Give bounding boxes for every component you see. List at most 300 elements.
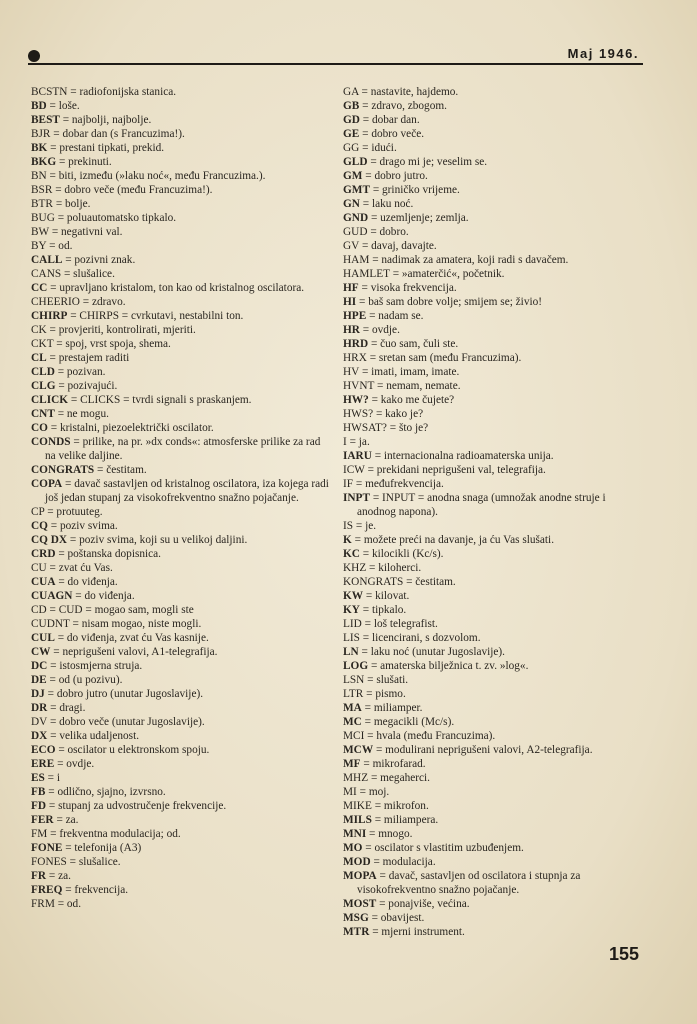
entry-definition: = biti, između (»laku noć«, među Francuzima.). [49, 170, 266, 182]
entry-definition: = miliamper. [364, 702, 423, 714]
entry-abbreviation: BSR [31, 184, 53, 196]
glossary-entry [31, 645, 333, 659]
glossary-entry [343, 645, 645, 659]
glossary-entry [31, 729, 333, 743]
entry-abbreviation: CONDS [31, 436, 71, 448]
glossary-entry [31, 743, 333, 757]
entry-definition: = INPUT = anodna snaga (umnožak anodne struje i anodnog napona). [357, 492, 606, 518]
entry-definition: = oscilator u elektronskom spoju. [58, 744, 210, 756]
entry-definition: = amaterska bilježnica t. zv. »log«. [370, 660, 529, 672]
entry-definition: = ja. [349, 436, 370, 448]
entry-definition: = modulacija. [373, 856, 436, 868]
glossary-entry [343, 757, 645, 771]
glossary-entry [31, 295, 333, 309]
entry-abbreviation: DJ [31, 688, 45, 700]
glossary-entry [31, 841, 333, 855]
entry-definition: = dobro veče (među Francuzima!). [55, 184, 213, 196]
glossary-entry [343, 715, 645, 729]
entry-definition: = frekvencija. [65, 884, 129, 896]
entry-definition: = megaherci. [370, 772, 430, 784]
glossary-entry [343, 589, 645, 603]
glossary-entry [31, 85, 333, 99]
entry-definition: = radiofonijska stanica. [70, 86, 177, 98]
entry-definition: = za. [48, 870, 71, 882]
entry-definition: = loš telegrafist. [364, 618, 438, 630]
entry-abbreviation: IS [343, 520, 354, 532]
entry-abbreviation: CP [31, 506, 45, 518]
glossary-entry [343, 99, 645, 113]
entry-definition: = zdravo. [82, 296, 126, 308]
glossary-entry [31, 323, 333, 337]
entry-abbreviation: BW [31, 226, 49, 238]
glossary-entry [343, 561, 645, 575]
entry-abbreviation: HI [343, 296, 357, 308]
entry-abbreviation: MCW [343, 744, 374, 756]
entry-abbreviation: CC [31, 282, 48, 294]
entry-definition: = poziv svima, koji su u velikoj daljini. [69, 534, 248, 546]
entry-abbreviation: MA [343, 702, 362, 714]
entry-definition: = zvat ću Vas. [49, 562, 113, 574]
entry-abbreviation: BJR [31, 128, 51, 140]
entry-abbreviation: MO [343, 842, 363, 854]
entry-abbreviation: COPA [31, 478, 63, 490]
entry-abbreviation: LTR [343, 688, 364, 700]
entry-abbreviation: LN [343, 646, 359, 658]
entry-abbreviation: CUL [31, 632, 55, 644]
glossary-entry [343, 169, 645, 183]
entry-definition: = obavijest. [371, 912, 425, 924]
glossary-entry [343, 827, 645, 841]
glossary-entry [343, 449, 645, 463]
entry-definition: = mnogo. [369, 828, 413, 840]
entry-definition: = kristalni, piezoelektrički oscilator. [50, 422, 214, 434]
entry-abbreviation: MTR [343, 926, 370, 938]
entry-abbreviation: HR [343, 324, 360, 336]
glossary-entry [343, 197, 645, 211]
entry-abbreviation: CQ DX [31, 534, 68, 546]
entry-abbreviation: GUD [343, 226, 368, 238]
glossary-entry [343, 421, 645, 435]
entry-definition: = od (u pozivu). [49, 674, 123, 686]
entry-definition: = zdravo, zbogom. [362, 100, 447, 112]
entry-abbreviation: FM [31, 828, 48, 840]
entry-abbreviation: MC [343, 716, 362, 728]
glossary-entry [343, 897, 645, 911]
entry-definition: = modulirani neprigušeni valovi, A2-telegrafija. [375, 744, 593, 756]
glossary-entry [343, 603, 645, 617]
entry-definition: = davaj, davajte. [361, 240, 437, 252]
entry-definition: = internacionalna radioamaterska unija. [374, 450, 554, 462]
entry-abbreviation: ICW [343, 464, 365, 476]
entry-abbreviation: MOST [343, 898, 377, 910]
entry-abbreviation: KHZ [343, 562, 367, 574]
glossary-entry [343, 911, 645, 925]
entry-definition: = drago mi je; veselim se. [370, 156, 488, 168]
entry-abbreviation: MIKE [343, 800, 372, 812]
entry-abbreviation: FONES [31, 856, 67, 868]
glossary-entry [31, 463, 333, 477]
entry-definition: = pozivni znak. [65, 254, 136, 266]
entry-abbreviation: LSN [343, 674, 365, 686]
entry-abbreviation: GD [343, 114, 360, 126]
entry-definition: = dobro jutro. [365, 170, 428, 182]
entry-definition: = za. [56, 814, 79, 826]
entry-abbreviation: LOG [343, 660, 369, 672]
glossary-entry [343, 295, 645, 309]
glossary-entry [31, 211, 333, 225]
entry-abbreviation: CUA [31, 576, 56, 588]
entry-definition: = moj. [359, 786, 390, 798]
entry-abbreviation: CNT [31, 408, 55, 420]
header-rule [28, 63, 643, 65]
entry-definition: = slušalice. [69, 856, 121, 868]
glossary-entry [31, 757, 333, 771]
glossary-entry [31, 575, 333, 589]
entry-abbreviation: ERE [31, 758, 55, 770]
glossary-entry [31, 393, 333, 407]
glossary-entry [343, 575, 645, 589]
entry-definition: = dobar dan (s Francuzima!). [53, 128, 185, 140]
glossary-entry [31, 687, 333, 701]
entry-abbreviation: CLG [31, 380, 56, 392]
entry-abbreviation: DX [31, 730, 48, 742]
entry-abbreviation: CU [31, 562, 47, 574]
entry-definition: = nisam mogao, niste mogli. [72, 618, 202, 630]
glossary-entry [343, 659, 645, 673]
glossary-entry [343, 785, 645, 799]
entry-abbreviation: HWS? [343, 408, 374, 420]
entry-definition: = laku noć. [362, 198, 414, 210]
glossary-entry [31, 673, 333, 687]
glossary-entry [31, 771, 333, 785]
entry-definition: = slušati. [367, 674, 409, 686]
entry-abbreviation: FER [31, 814, 54, 826]
glossary-entry [343, 267, 645, 281]
entry-abbreviation: FD [31, 800, 47, 812]
glossary-entry [343, 617, 645, 631]
glossary-entry [31, 435, 333, 463]
glossary-entry [31, 197, 333, 211]
entry-abbreviation: CRD [31, 548, 56, 560]
glossary-entry [31, 281, 333, 295]
glossary-entry [31, 785, 333, 799]
entry-definition: = što je? [389, 422, 429, 434]
entry-abbreviation: HW? [343, 394, 369, 406]
entry-definition: = do viđenja, zvat ću Vas kasnije. [57, 632, 209, 644]
entry-definition: = kako je? [375, 408, 424, 420]
glossary-entry [31, 505, 333, 519]
glossary-entry [343, 673, 645, 687]
glossary-entry [31, 421, 333, 435]
glossary-entry [343, 127, 645, 141]
entry-abbreviation: MNI [343, 828, 367, 840]
glossary-entry [31, 267, 333, 281]
entry-definition: = ovdje. [57, 758, 95, 770]
entry-definition: = dragi. [50, 702, 86, 714]
entry-definition: = provjeriti, kontrolirati, mjeriti. [49, 324, 196, 336]
entry-definition: = davač, sastavljen od oscilatora i stupnja za visokofrekventno snažno pojačanje. [357, 870, 581, 896]
glossary-entry [343, 491, 645, 519]
entry-abbreviation: CW [31, 646, 51, 658]
glossary-entry [343, 869, 645, 897]
glossary-entry [343, 225, 645, 239]
entry-abbreviation: HAM [343, 254, 370, 266]
entry-abbreviation: BCSTN [31, 86, 68, 98]
entry-definition: = kiloherci. [369, 562, 422, 574]
entry-definition: = prekidani neprigušeni val, telegrafija. [367, 464, 546, 476]
page-number: 155 [608, 944, 639, 964]
entry-abbreviation: BY [31, 240, 47, 252]
entry-abbreviation: CK [31, 324, 47, 336]
entry-abbreviation: IARU [343, 450, 372, 462]
entry-definition: = poziv svima. [50, 520, 118, 532]
entry-abbreviation: CQ [31, 520, 48, 532]
entry-definition: = griničko vrijeme. [372, 184, 460, 196]
entry-abbreviation: K [343, 534, 352, 546]
entry-abbreviation: ECO [31, 744, 56, 756]
entry-definition: = pismo. [366, 688, 406, 700]
entry-abbreviation: GE [343, 128, 360, 140]
glossary-entry [31, 477, 333, 505]
entry-definition: = protuuteg. [47, 506, 103, 518]
entry-abbreviation: HVNT [343, 380, 375, 392]
entry-definition: = od. [49, 240, 73, 252]
glossary-entry [31, 519, 333, 533]
entry-definition: = najbolji, najbolje. [62, 114, 152, 126]
entry-definition: = kilovat. [365, 590, 410, 602]
entry-definition: = nadimak za amatera, koji radi s davačem. [372, 254, 569, 266]
entry-definition: = čestitam. [97, 464, 147, 476]
entry-abbreviation: GB [343, 100, 360, 112]
entry-definition: = dobro. [370, 226, 409, 238]
glossary-entry [31, 127, 333, 141]
glossary-entry [343, 477, 645, 491]
entry-abbreviation: BEST [31, 114, 60, 126]
glossary-entry [31, 239, 333, 253]
entry-definition: = poluautomatsko tipkalo. [57, 212, 177, 224]
glossary-entry [31, 379, 333, 393]
entry-definition: = uzemljenje; zemlja. [370, 212, 469, 224]
entry-definition: = nadam se. [369, 310, 424, 322]
glossary-entry [31, 407, 333, 421]
entry-definition: = tipkalo. [362, 604, 407, 616]
entry-definition: = visoka frekvencija. [361, 282, 457, 294]
glossary-entry [343, 211, 645, 225]
entry-abbreviation: CHIRP [31, 310, 68, 322]
entry-definition: = prestani tipkati, prekid. [50, 142, 165, 154]
entry-abbreviation: HRD [343, 338, 369, 350]
entry-definition: = oscilator s vlastitim uzbuđenjem. [365, 842, 524, 854]
entry-abbreviation: CANS [31, 268, 62, 280]
entry-abbreviation: DR [31, 702, 48, 714]
entry-abbreviation: MOPA [343, 870, 377, 882]
glossary-entry [31, 827, 333, 841]
entry-abbreviation: GMT [343, 184, 370, 196]
glossary-entry [31, 113, 333, 127]
glossary-entry [31, 617, 333, 631]
glossary-entry [343, 743, 645, 757]
glossary-entry [31, 169, 333, 183]
entry-abbreviation: CL [31, 352, 47, 364]
entry-definition: = prilike, na pr. »dx conds«: atmosferske prilike za rad na velike daljine. [45, 436, 321, 462]
entry-abbreviation: MILS [343, 814, 372, 826]
glossary-entry [343, 631, 645, 645]
glossary-entry [343, 799, 645, 813]
glossary-entry [31, 701, 333, 715]
entry-abbreviation: FR [31, 870, 47, 882]
entry-definition: = laku noć (unutar Jugoslavije). [361, 646, 505, 658]
entry-definition: = bolje. [55, 198, 91, 210]
glossary-entry [343, 771, 645, 785]
entry-abbreviation: HAMLET [343, 268, 390, 280]
entry-abbreviation: MI [343, 786, 357, 798]
glossary-entry [31, 351, 333, 365]
glossary-entry [343, 337, 645, 351]
entry-abbreviation: HWSAT? [343, 422, 387, 434]
entry-abbreviation: CALL [31, 254, 63, 266]
entry-definition: = nastavite, hajdemo. [361, 86, 459, 98]
entry-abbreviation: LIS [343, 632, 360, 644]
glossary-entry [343, 351, 645, 365]
glossary-entry [31, 253, 333, 267]
glossary-entry [31, 183, 333, 197]
glossary-entry [343, 239, 645, 253]
entry-abbreviation: BTR [31, 198, 53, 210]
entry-abbreviation: IF [343, 478, 354, 490]
entry-abbreviation: LID [343, 618, 362, 630]
entry-abbreviation: FRM [31, 898, 55, 910]
entry-definition: = čestitam. [406, 576, 456, 588]
glossary-column-right [343, 85, 645, 939]
glossary-entry [31, 855, 333, 869]
entry-abbreviation: GLD [343, 156, 368, 168]
glossary-entry [31, 659, 333, 673]
entry-abbreviation: CD [31, 604, 47, 616]
glossary-entry [343, 687, 645, 701]
entry-definition: = kilocikli (Kc/s). [362, 548, 444, 560]
glossary-entry [343, 113, 645, 127]
entry-definition: = kako me čujete? [371, 394, 455, 406]
entry-abbreviation: MF [343, 758, 361, 770]
entry-definition: = međufrekvencija. [355, 478, 444, 490]
entry-abbreviation: BUG [31, 212, 55, 224]
glossary-entry [343, 155, 645, 169]
entry-abbreviation: KC [343, 548, 360, 560]
entry-definition: = velika udaljenost. [50, 730, 140, 742]
entry-abbreviation: INPT [343, 492, 370, 504]
entry-abbreviation: GV [343, 240, 360, 252]
glossary-entry [343, 309, 645, 323]
entry-definition: = spoj, vrst spoja, shema. [56, 338, 171, 350]
glossary-entry [31, 631, 333, 645]
entry-definition: = »amaterčić«, početnik. [392, 268, 505, 280]
glossary-entry [343, 533, 645, 547]
glossary-entry [343, 925, 645, 939]
entry-definition: = do viđenja. [58, 576, 118, 588]
entry-definition: = i [47, 772, 60, 784]
entry-definition: = miliampera. [374, 814, 439, 826]
entry-definition: = upravljano kristalom, ton kao od kristalnog oscilatora. [50, 282, 305, 294]
bullet-dot-icon [28, 50, 40, 62]
glossary-entry [343, 253, 645, 267]
glossary-entry [31, 603, 333, 617]
entry-definition: = mjerni instrument. [372, 926, 465, 938]
entry-definition: = ne mogu. [57, 408, 109, 420]
entry-definition: = stupanj za udvostručenje frekvencije. [48, 800, 227, 812]
glossary-entry [31, 547, 333, 561]
entry-abbreviation: ES [31, 772, 45, 784]
entry-abbreviation: CKT [31, 338, 54, 350]
glossary-entry [343, 463, 645, 477]
entry-definition: = ponajviše, većina. [379, 898, 470, 910]
entry-abbreviation: BK [31, 142, 48, 154]
entry-definition: = prekinuti. [58, 156, 112, 168]
entry-definition: = neprigušeni valovi, A1-telegrafija. [53, 646, 218, 658]
entry-definition: = nemam, nemate. [377, 380, 461, 392]
glossary-entry [31, 813, 333, 827]
glossary-entry [31, 141, 333, 155]
glossary-entry [31, 883, 333, 897]
glossary-entry [343, 141, 645, 155]
entry-abbreviation: CHEERIO [31, 296, 80, 308]
entry-abbreviation: KY [343, 604, 360, 616]
entry-definition: = dobro veče. [362, 128, 425, 140]
entry-definition: = negativni val. [51, 226, 123, 238]
entry-definition: = telefonija (A3) [65, 842, 142, 854]
entry-definition: = davač sastavljen od kristalnog oscilatora, iza kojega radi još jedan stupanj za visokofrekventno snažno pojačanje. [45, 478, 329, 504]
entry-abbreviation: MOD [343, 856, 371, 868]
entry-abbreviation: MSG [343, 912, 369, 924]
glossary-entry [343, 407, 645, 421]
entry-abbreviation: DC [31, 660, 48, 672]
entry-abbreviation: HV [343, 366, 360, 378]
entry-definition: = baš sam dobre volje; smijem se; živio! [359, 296, 543, 308]
glossary-entry [31, 337, 333, 351]
entry-abbreviation: BD [31, 100, 47, 112]
glossary-entry [31, 897, 333, 911]
entry-definition: = istosmjerna struja. [50, 660, 143, 672]
glossary-entry [343, 85, 645, 99]
entry-definition: = CHIRPS = cvrkutavi, nestabilni ton. [70, 310, 244, 322]
entry-abbreviation: MHZ [343, 772, 369, 784]
glossary-entry [31, 799, 333, 813]
entry-definition: = poštanska dopisnica. [58, 548, 162, 560]
entry-definition: = dobar dan. [362, 114, 420, 126]
entry-abbreviation: KONGRATS [343, 576, 404, 588]
entry-definition: = prestajem raditi [49, 352, 130, 364]
glossary-column-left [31, 85, 333, 911]
entry-abbreviation: CO [31, 422, 48, 434]
entry-definition: = od. [57, 898, 82, 910]
entry-definition: = pozivan. [57, 366, 106, 378]
entry-definition: = mikrofon. [374, 800, 429, 812]
entry-abbreviation: HRX [343, 352, 367, 364]
entry-abbreviation: CLICK [31, 394, 69, 406]
glossary-entry [343, 729, 645, 743]
entry-abbreviation: BKG [31, 156, 57, 168]
entry-definition: = je. [355, 520, 377, 532]
glossary-entry [343, 855, 645, 869]
entry-abbreviation: HPE [343, 310, 367, 322]
glossary-entry [343, 393, 645, 407]
entry-abbreviation: DE [31, 674, 47, 686]
glossary-entry [343, 323, 645, 337]
glossary-entry [31, 561, 333, 575]
entry-definition: = licencirani, s dozvolom. [362, 632, 481, 644]
issue-date: Maj 1946. [567, 46, 639, 61]
entry-definition: = sretan sam (među Francuzima). [369, 352, 522, 364]
entry-definition: = mikrofarad. [363, 758, 426, 770]
